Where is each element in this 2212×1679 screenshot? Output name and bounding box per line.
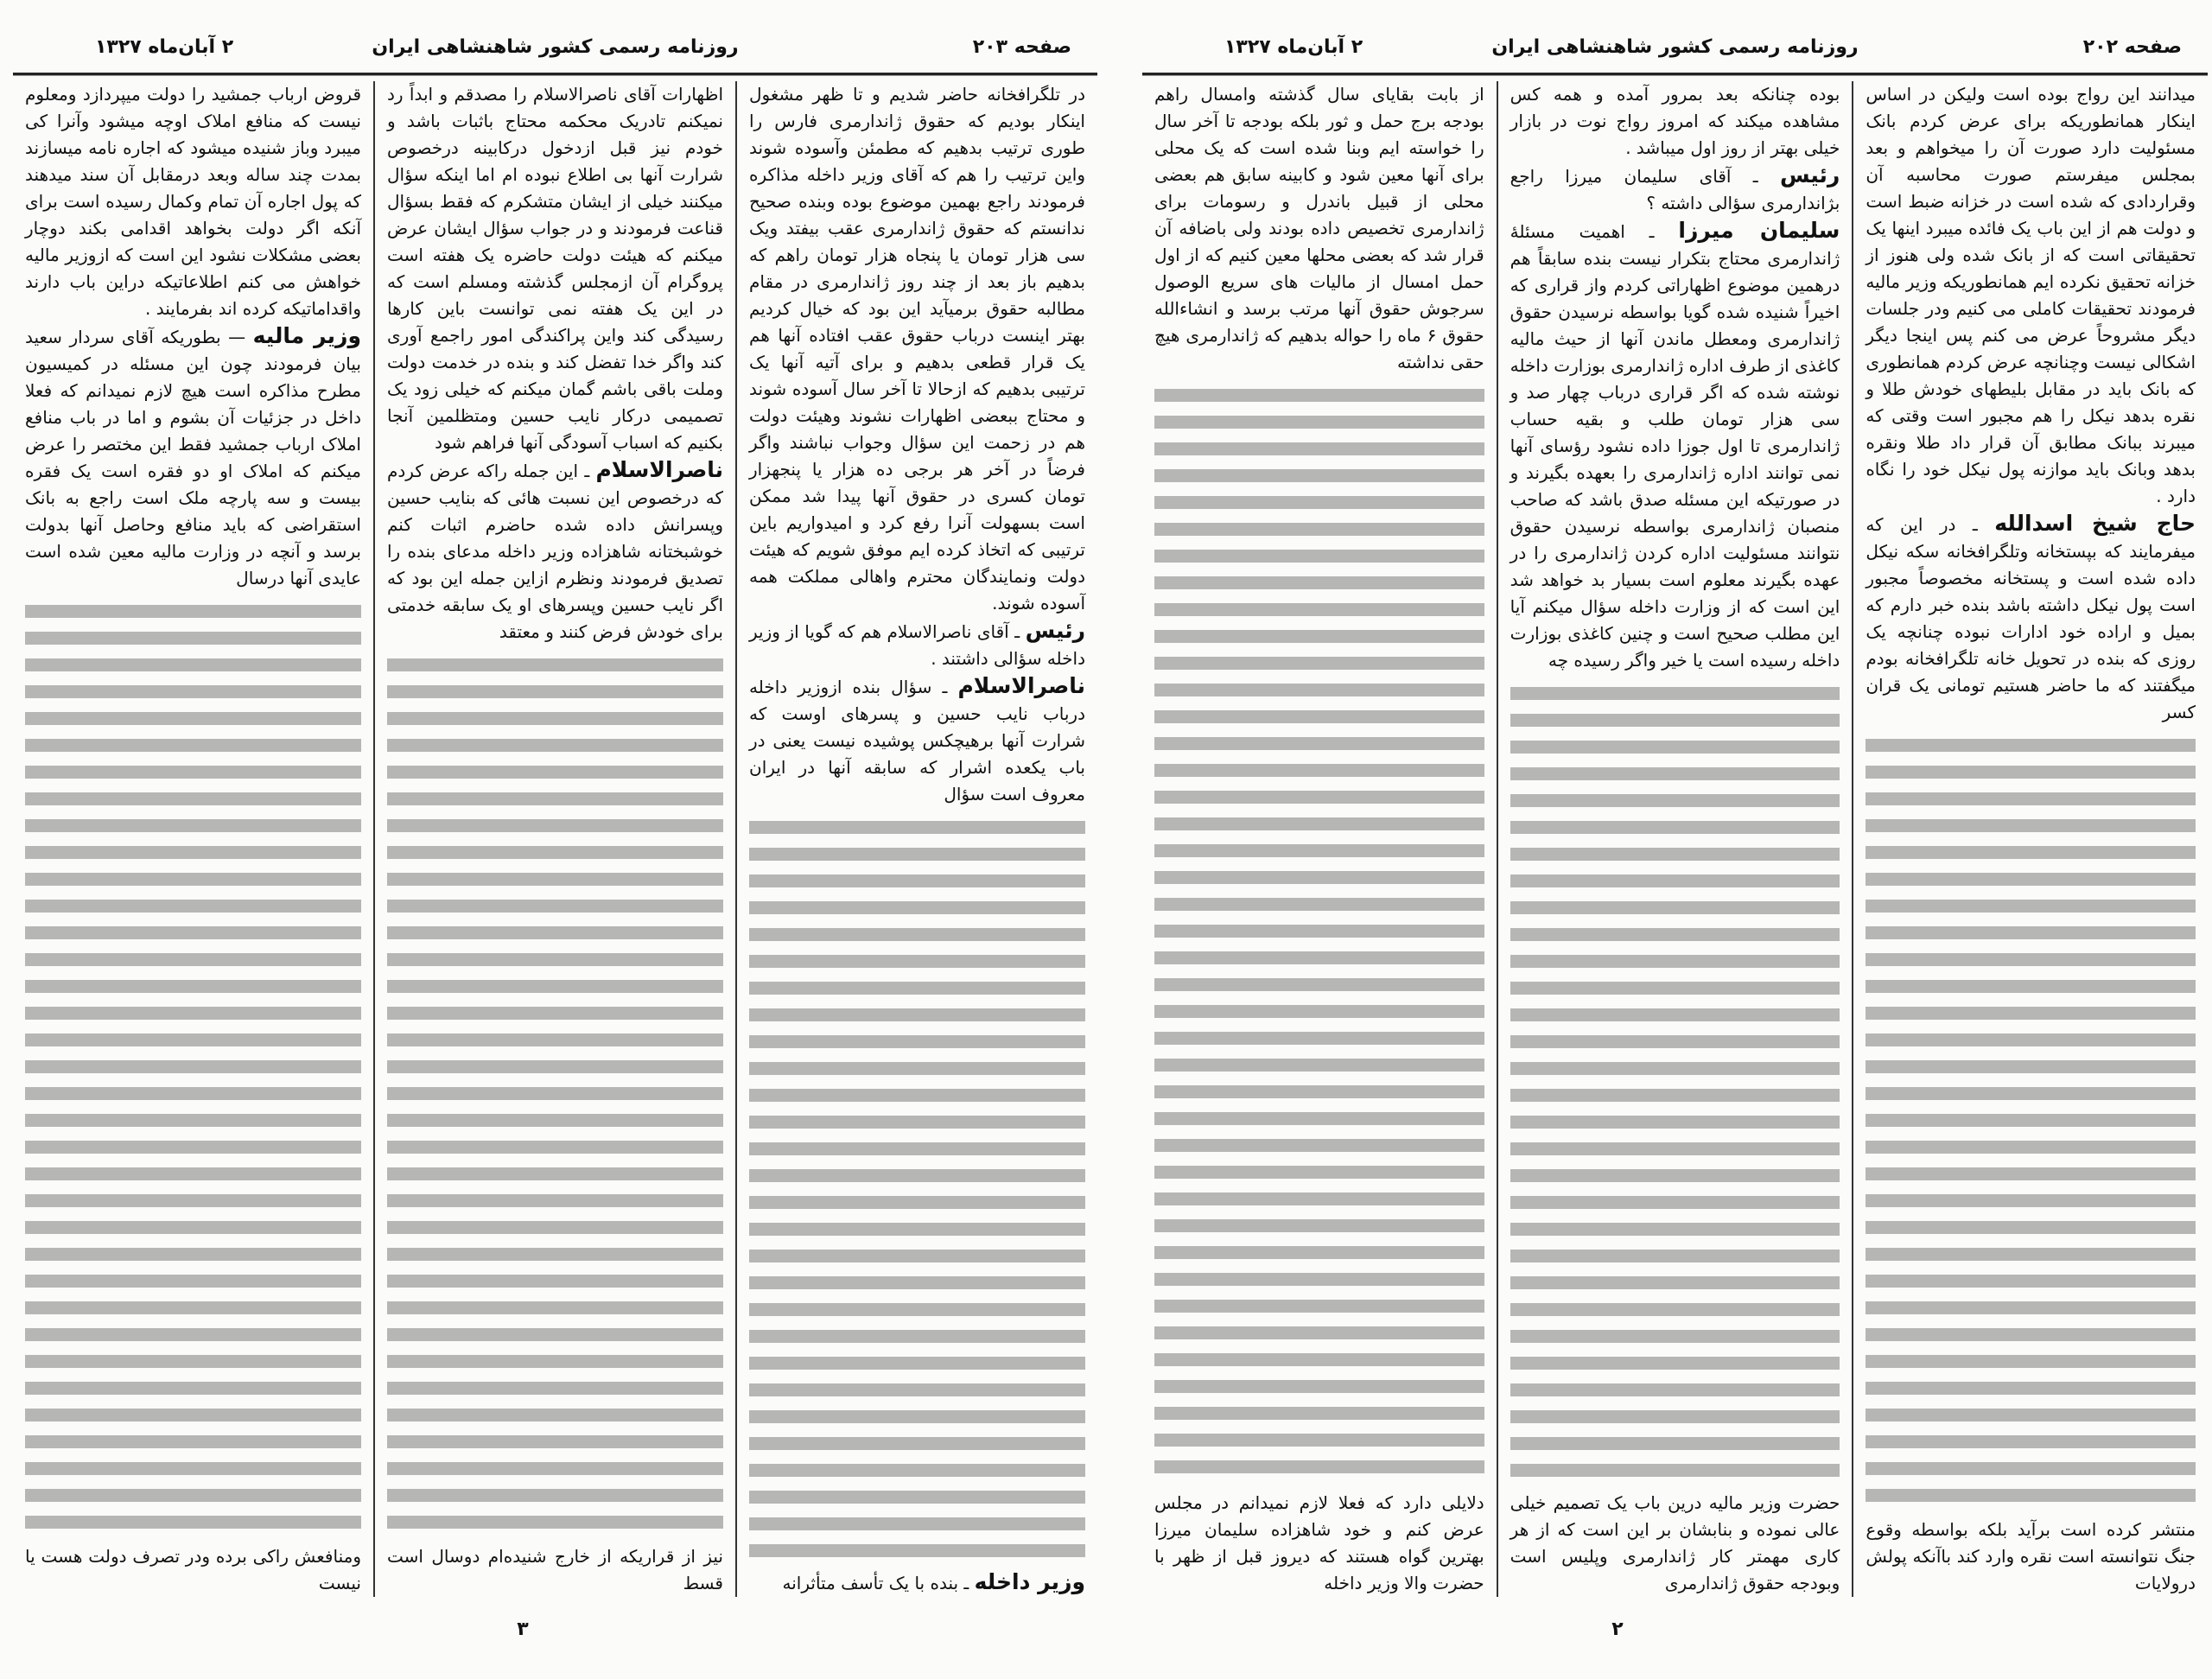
paragraph: قروض ارباب جمشید را دولت میپردازد ومعلوم نیست که منافع املاک اوچه میشود وآنرا کی میبرد وباز شنیده میشود که اجاره نامه میسازند بمدت چند ساله وبعد درمقابل آن سند میدهند که پول اجاره آن تمام وکمال رسیده است برای آنکه اگر دولت بخواهد اقدامی بکند دوچار بعضی مشکلات نشود این است که ازوزیر مالیه خواهش می کنم اطلاعاتیکه دراین باب دارند واقداماتیکه کرده اند بفرمایند . <box>25 84 361 319</box>
paragraph: دلایلی دارد که فعلا لازم نمیدانم در مجلس عرض کنم و خود شاهزاده سلیمان میرزا بهترین گواه هستند که دیروز قبل از ظهر با حضرت والا وزیر داخله <box>1154 1492 1484 1593</box>
speaker-name: سلیمان میرزا <box>1678 218 1840 243</box>
paragraph: وزیر مالیه — بطوریکه آقای سردار سعید بیان فرمودند چون این مسئله در کمیسیون مطرح مذاکره است هیچ لازم نمیدانم که فعلا داخل در جزئیات آن بشوم و اما در باب منافع املاک ارباب جمشید فقط این مختصر را عرض میکنم که املاک او دو فقره است یک فقره بیست و سه پارچه ملک است راجع به بانک استقراضی که باید منافع وحاصل آنها بدولت برسد و آنچه در وزارت مالیه معین شده است عایدی آنها درسال <box>25 323 361 588</box>
header-rule <box>13 73 1097 76</box>
text-lines <box>387 651 723 1538</box>
speaker-name: ناصرالاسلام <box>595 457 723 482</box>
paragraph: رئیس ـ آقای سلیمان میرزا راجع بژاندارمری سؤالی داشته ؟ <box>1510 162 1840 213</box>
column-2 <box>1497 81 1853 1597</box>
speaker-name: رئیس <box>1780 162 1840 188</box>
speaker-name: وزیر مالیه <box>252 323 361 348</box>
page-number: ۳ <box>517 1619 529 1640</box>
page-header <box>1142 33 2208 67</box>
paragraph: نیز از قراریکه از خارج شنیده‌ام دوسال است قسط <box>387 1546 723 1593</box>
newspaper-title: روزنامه رسمی کشور شاهنشاهی ایران <box>1491 36 1859 58</box>
paragraph: رئیس ـ آقای ناصرالاسلام هم که گویا از وزیر داخله سؤالی داشتند . <box>749 618 1085 669</box>
columns <box>13 81 1097 1597</box>
paragraph: از بابت بقایای سال گذشته وامسال راهم بودجه برج حمل و ثور بلکه بودجه تا آخر سال را خواسته ایم وبنا شده است که یک محلی برای آنها معین شود و کابینه سابق هم بعضی محلی از قبیل باندرل و رسومات برای ژاندارمری تخصیص داده بودند ولی باضافه آن قرار شد که بعضی محلها معین کنیم که از اول حمل امسال از مالیات های سریع الوصول سرجوش حقوق آنها مرتب برسد و انشاءالله حقوق ۶ ماه را حواله بدهیم که ژاندارمری هیچ حقی نداشته <box>1154 84 1484 372</box>
header-rule <box>1142 73 2208 76</box>
text-lines <box>1866 731 2196 1511</box>
column-1 <box>735 81 1097 1597</box>
page-header <box>13 33 1097 67</box>
paragraph: اظهارات آقای ناصرالاسلام را مصدقم و ابداً رد نمیکنم تادریک محکمه محتاج باثبات باشد و خودم نیز قبل ازدخول درکابینه درخصوص شرارت آنها بی اطلاع نبوده ام اما اینکه سؤال میکنند خیلی از ایشان متشکرم که فقط بسؤال قناعت فرمودند و در جواب سؤال ایشان عرض میکنم که هیئت دولت حاضره یک هفته است پروگرام آن ازمجلس گذشته ومسلم است که در این یک هفته نمی توانست باین کارها رسیدگی کند واین پراکندگی امور راجمع آوری کند واگر خدا تفضل کند و بنده در خدمت دولت وملت باقی باشم گمان میکنم که خیلی زود یک تصمیمی درکار نایب حسین ومتظلمین آنجا بکنیم که اسباب آسودگی آنها فراهم شود <box>387 84 723 453</box>
paragraph: حضرت وزیر مالیه درین باب یک تصمیم خیلی عالی نموده و بنابشان بر این است که از هر کاری مهمتر کار ژاندارمری وپلیس است وبودجه حقوق ژاندارمری <box>1510 1492 1840 1593</box>
text-lines <box>1510 679 1840 1485</box>
paragraph: ناصرالاسلام ـ سؤال بنده ازوزیر داخله درباب نایب حسین و پسرهای اوست که شرارت آنها برهیچکس پوشیده نیست یعنی در باب یکعده اشرار که سابقه آنها در ایران معروف است سؤال <box>749 673 1085 805</box>
columns <box>1142 81 2208 1597</box>
newspaper-page-202 <box>1142 0 2208 1679</box>
newspaper-page-203 <box>13 0 1097 1679</box>
column-3 <box>13 81 373 1597</box>
text-lines <box>25 597 361 1538</box>
issue-date: ۲ آبان‌ماه ۱۳۲۷ <box>1224 36 1363 58</box>
newspaper-title: روزنامه رسمی کشور شاهنشاهی ایران <box>372 36 739 58</box>
text-lines <box>1154 381 1484 1485</box>
speaker-name: ناصرالاسلام <box>957 673 1085 698</box>
paragraph: حاج شیخ اسدالله ـ در این که میفرمایند که بپستخانه وتلگرافخانه سکه نیکل داده شده است و پستخانه مخصوصاً مجبور است پول نیکل داشته باشد بنده خبر دارم که بمیل و اراده خود ادارات نبوده چنانچه یک روزی که بنده در تحویل خانه تلگرافخانه بودم میگفتند که ما حاضر هستیم تومانی یک قران کسر <box>1866 511 2196 722</box>
paragraph: وزیر داخله ـ بنده با یک تأسف متأثرانه <box>782 1569 1085 1594</box>
paragraph: ومنافعش راکی برده ودر تصرف دولت هست یا نیست <box>25 1546 361 1593</box>
speaker-name: رئیس <box>1025 618 1085 643</box>
page-label: صفحه ۲۰۳ <box>972 36 1071 58</box>
paragraph: ناصرالاسلام ـ این جمله راکه عرض کردم که درخصوص این نسبت هائی که بنایب حسین وپسرانش داده شده حاضرم اثبات کنم خوشبختانه شاهزاده وزیر داخله مدعای بنده را تصدیق فرمودند ونظرم ازاین جمله این بود که اگر نایب حسین وپسرهای او یک سابقه خدمتی برای خودش فرض کنند و معتقد <box>387 457 723 642</box>
page-number: ۲ <box>1611 1619 1624 1640</box>
column-1 <box>1852 81 2208 1597</box>
issue-date: ۲ آبان‌ماه ۱۳۲۷ <box>95 36 234 58</box>
column-3 <box>1142 81 1497 1597</box>
speaker-name: حاج شیخ اسدالله <box>1994 511 2196 536</box>
text-lines <box>749 813 1085 1563</box>
speaker-name: وزیر داخله <box>974 1569 1085 1594</box>
paragraph: میدانند این رواج بوده است ولیکن در اساس اینکار همانطوریکه برای عرض کردم بانک مسئولیت دارد صورت آن را میخواهم و بعد بمجلس میفرستم صورت محاسبه آن وقراردادی که شده است در خزانه ضبط است و دولت هم از این باب یک فائده میبرد اینها یک تحقیقاتی است که از بانک شده ولی هنوز از خزانه تحقیق نکرده ایم همانطوریکه وزیر مالیه فرمودند تحقیقات کاملی می کنیم ودر جلسات دیگر مشروحاً عرض می کنم پس اینجا دیگر اشکالی نیست وچنانچه عرض کردم همانطوری که بانک باید در مقابل بلیطهای خودش طلا و نقره بدهد نیکل را هم مجبور است وقتی که میبرند ببانک مطابق آن قرار داد طلا ونقره بدهد وبانک باید موازنه پول نیکل خود را نگاه دارد . <box>1866 84 2196 506</box>
paragraph: منتشر کرده است برآید بلکه بواسطه وقوع جنگ نتوانسته است نقره وارد کند باآنکه پولش درولایات <box>1866 1519 2196 1593</box>
paragraph: در تلگرافخانه حاضر شدیم و تا ظهر مشغول اینکار بودیم که حقوق ژاندارمری فارس را طوری ترتیب بدهیم که مطمئن وآسوده شوند واین ترتیب را هم که آقای وزیر داخله مذاکره فرمودند راجع بهمین موضوع بوده وبنده صحیح ندانستم که حقوق ژاندارمری عقب بیفتد ویک سی هزار تومان یا پنجاه هزار تومان راهم که بدهیم باز بعد از چند روز ژاندارمری در مقام مطالبه حقوق برمیآید این بود که خیال کردیم بهتر اینست درباب حقوق عقب افتاده آنها هم یک قرار قطعی بدهیم و برای آتیه آنها یک ترتیبی بدهیم که ازحالا تا آخر سال آسوده شوند و محتاج ببعضی اظهارات نشوند وهیئت دولت هم در زحمت این سؤال وجواب نباشند واگر فرضاً در آخر هر برجی ده هزار یا پنجهزار تومان کسری در حقوق آنها پیدا شد ممکن است بسهولت آنرا رفع کرد و امیدواریم باین ترتیبی که اتخاذ کرده ایم موفق شویم که هیئت دولت ونمایندگان محترم واهالی مملکت همه آسوده شوند. <box>749 84 1085 614</box>
paragraph: سلیمان میرزا ـ اهمیت مسئلهٔ ژاندارمری محتاج بتکرار نیست بنده سابقاً هم درهمین موضوع اظهاراتی کردم واز قراری که اخیراً شنیده شده گویا بواسطه نرسیدن حقوق ژاندارمری ومعطل ماندن آنها از حیث مالیه کاغذی از طرف اداره ژاندارمری بوزارت داخله نوشته شده که اگر قراری درباب چهار صد و سی هزار تومان طلب و بقیه حساب ژاندارمری تا اول جوزا داده نشود رؤسای آنها نمی توانند اداره ژاندارمری را بعهده بگیرند و در صورتیکه این مسئله صدق باشد که صاحب منصبان ژاندارمری بواسطه نرسیدن حقوق نتوانند مسئولیت اداره کردن ژاندارمری را در عهده بگیرند معلوم است بسیار بد خواهد شد این است که از وزارت داخله سؤال میکنم آیا این مطلب صحیح است و چنین کاغذی بوزارت داخله رسیده است یا خیر واگر رسیده چه <box>1510 218 1840 671</box>
paragraph: بوده چنانکه بعد بمرور آمده و همه کس مشاهده میکند که امروز رواج نوت در بازار خیلی بهتر از روز اول میباشد . <box>1510 84 1840 158</box>
column-2 <box>373 81 735 1597</box>
page-label: صفحه ۲۰۲ <box>2082 36 2182 58</box>
